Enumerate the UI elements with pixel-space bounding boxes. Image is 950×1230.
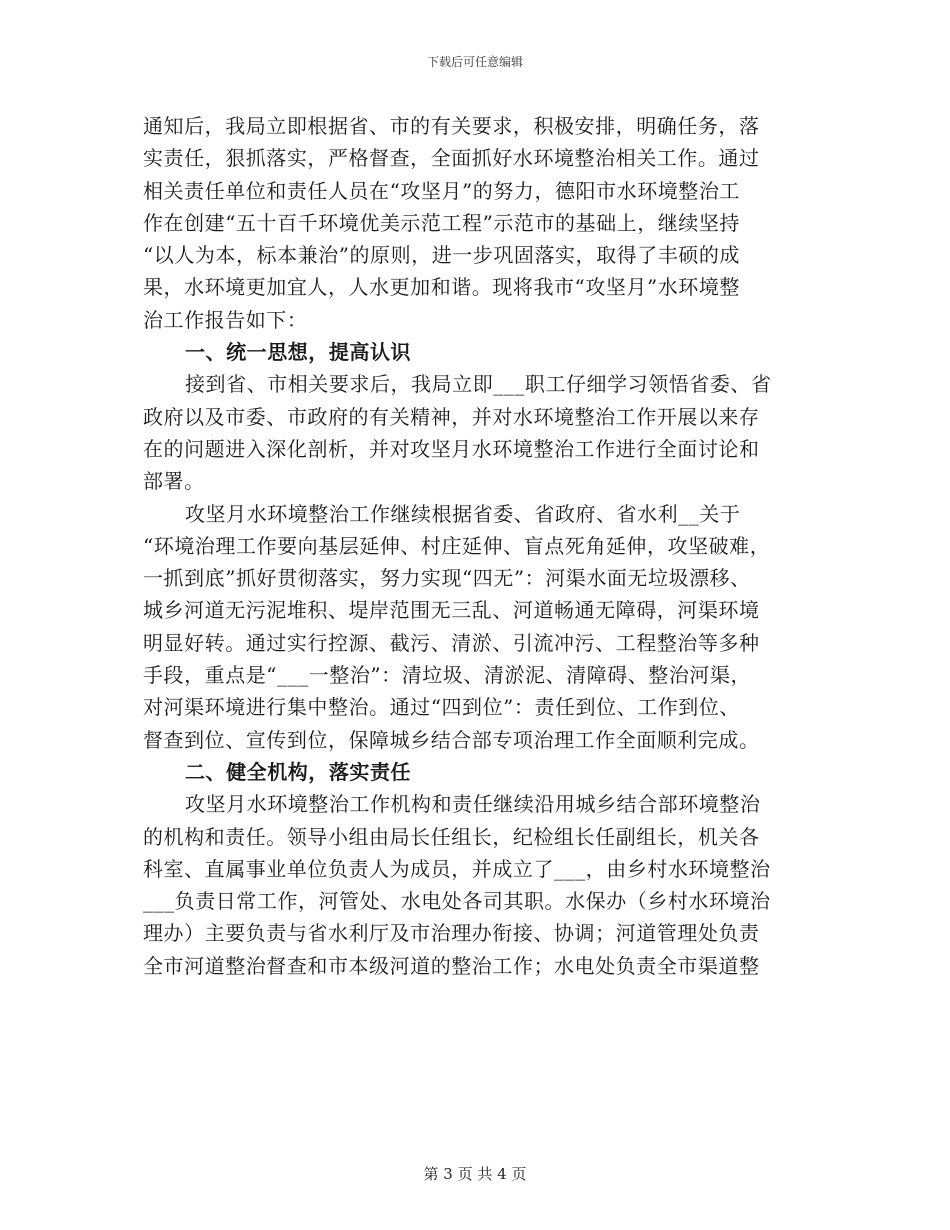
paragraph-line: 通知后，我局立即根据省、市的有关要求，积极安排，明确任务，落 <box>143 114 760 138</box>
paragraph-line: ___负责日常工作，河管处、水电处各司其职。水保办（乡村水环境治 <box>143 889 771 914</box>
paragraph-line: 攻坚月水环境整治工作机构和责任继续沿用城乡结合部环境整治 <box>185 792 761 817</box>
paragraph-line: “以人为本，标本兼治”的原则，进一步巩固落实，取得了丰硕的成 <box>143 243 740 268</box>
paragraph-line: 果，水环境更加宜人，人水更加和谐。现将我市“攻坚月”水环境整 <box>143 275 740 300</box>
paragraph-line: 科室、直属事业单位负责人为成员，并成立了___，由乡村水环境整治 <box>143 856 771 881</box>
page-number: 第 3 页 共 4 页 <box>423 1165 527 1183</box>
section-heading: 二、健全机构，落实责任 <box>185 759 412 784</box>
paragraph-line: 部署。 <box>143 469 205 494</box>
paragraph-line: 政府以及市委、市政府的有关精神，并对水环境整治工作开展以来存 <box>143 404 760 429</box>
paragraph-line: 手段，重点是“___一整治”：清垃圾、清淤泥、清障碍、整治河渠， <box>143 663 752 688</box>
paragraph-line: 在的问题进入深化剖析，并对攻坚月水环境整治工作进行全面讨论和 <box>143 436 760 461</box>
paragraph-line: 实责任，狠抓落实，严格督查，全面抓好水环境整治相关工作。通过 <box>143 146 760 171</box>
paragraph-line: 相关责任单位和责任人员在“攻坚月”的努力，德阳市水环境整治工 <box>143 178 740 203</box>
page-header: 下载后可任意编辑 <box>426 55 523 69</box>
paragraph-line: 一抓到底”抓好贯彻落实，努力实现“四无”：河渠水面无垃圾漂移、 <box>143 566 751 591</box>
paragraph-line: 的机构和责任。领导小组由局长任组长，纪检组长任副组长，机关各 <box>143 824 760 849</box>
paragraph-line: “环境治理工作要向基层延伸、村庄延伸、盲点死角延伸，攻坚破难， <box>143 533 771 558</box>
paragraph-line: 接到省、市相关要求后，我局立即___职工仔细学习领悟省委、省 <box>185 372 772 397</box>
paragraph-line: 督查到位、宣传到位，保障城乡结合部专项治理工作全面顺利完成。 <box>143 727 760 752</box>
paragraph-line: 全市河道整治督查和市本级河道的整治工作；水电处负责全市渠道整 <box>143 953 760 978</box>
paragraph-line: 攻坚月水环境整治工作继续根据省委、省政府、省水利__关于 <box>185 501 741 526</box>
paragraph-line: 对河渠环境进行集中整治。通过“四到位”：责任到位、工作到位、 <box>143 695 740 720</box>
paragraph-line: 作在创建“五十百千环境优美示范工程”示范市的基础上，继续坚持 <box>143 210 740 235</box>
paragraph-line: 城乡河道无污泥堆积、堤岸范围无三乱、河道畅通无障碍，河渠环境 <box>143 598 760 623</box>
section-heading: 一、统一思想，提高认识 <box>185 340 412 365</box>
document-body <box>143 110 827 982</box>
paragraph-line: 治工作报告如下： <box>143 307 308 332</box>
paragraph-line: 明显好转。通过实行控源、截污、清淤、引流冲污、工程整治等多种 <box>143 630 760 655</box>
paragraph-line: 理办）主要负责与省水利厅及市治理办衔接、协调；河道管理处负责 <box>143 921 760 946</box>
